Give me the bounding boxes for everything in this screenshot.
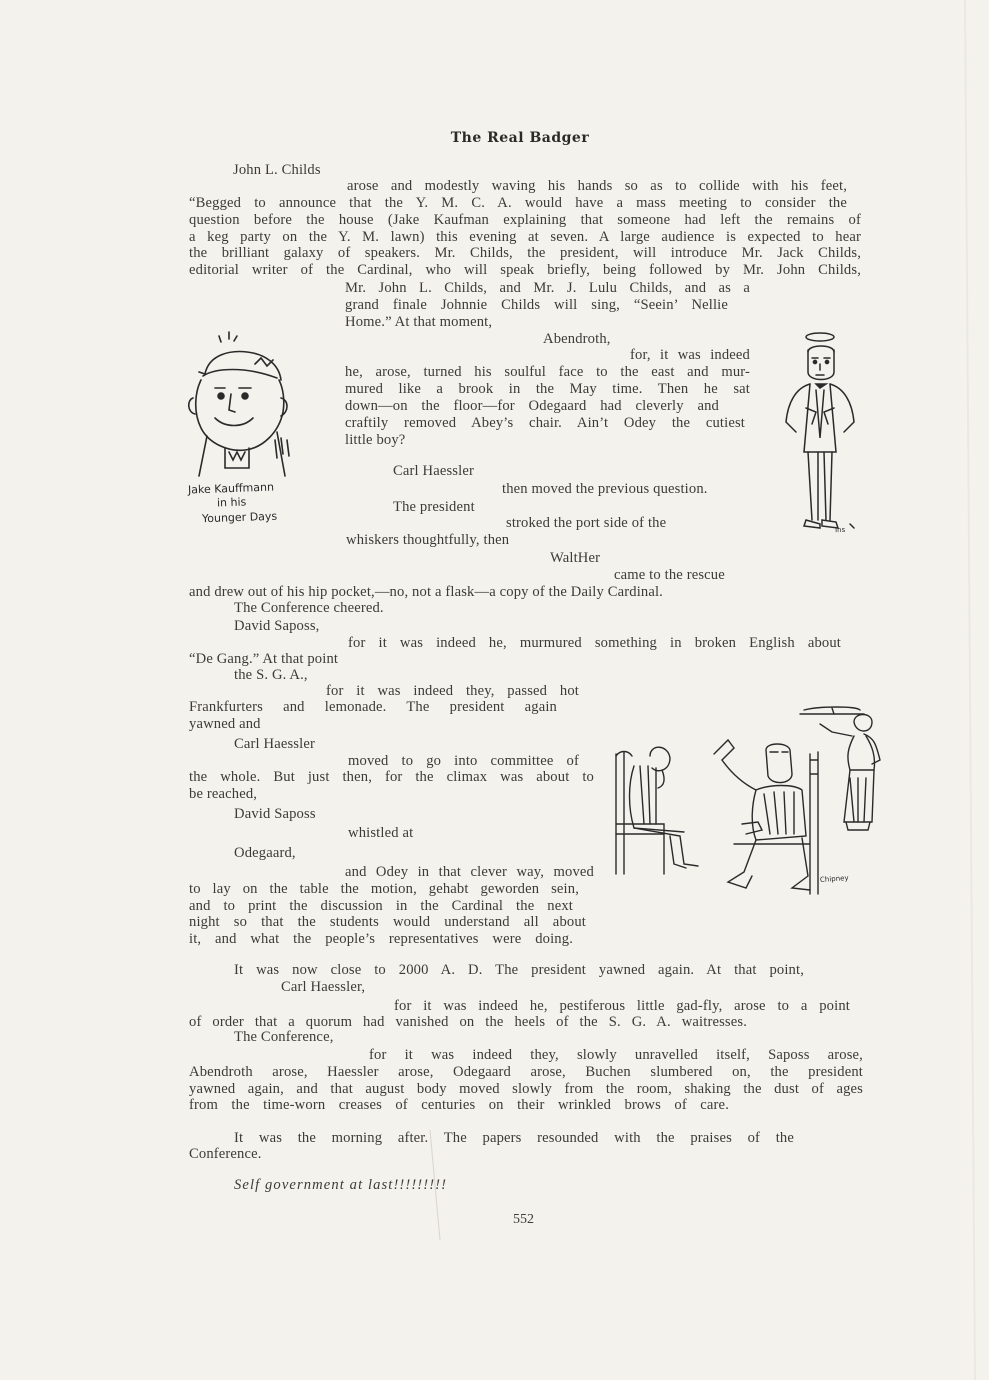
text-line: to lay on the table the motion, gehabt geworden sein,	[189, 881, 579, 897]
text-line: It was now close to 2000 A. D. The president yawned again. At that point,	[234, 962, 804, 978]
text-line: be reached,	[189, 786, 258, 802]
text-line: whistled at	[348, 825, 414, 841]
text-line: The Conference,	[234, 1029, 334, 1045]
text-line: of order that a quorum had vanished on the heels of the S. G. A. waitresses.	[189, 1014, 747, 1030]
text-line: The Conference cheered.	[234, 600, 384, 616]
text-line: down—on the floor—for Odegaard had cleverly and	[345, 398, 719, 414]
closing-line: Self government at last!!!!!!!!!	[234, 1177, 448, 1193]
text-line: yawned and	[189, 716, 261, 732]
text-line: it, and what the people’s representatives were doing.	[189, 931, 573, 947]
text-line: and Odey in that clever way, moved	[345, 864, 594, 880]
text-line: he, arose, turned his soulful face to the east and mur-	[345, 364, 750, 380]
text-line: for, it was indeed	[630, 347, 750, 363]
artist-signature: Chipney	[819, 874, 849, 884]
text-line: Conference.	[189, 1146, 262, 1162]
text-line: Abendroth,	[543, 331, 611, 347]
text-line: Frankfurters and lemonade. The president again	[189, 699, 557, 715]
text-line: for it was indeed he, murmured something in broken English about	[348, 635, 841, 651]
illustration-caption: Jake Kauffmann	[187, 480, 275, 497]
text-line: the brilliant galaxy of speakers. Mr. Childs, the president, will introduce Mr. Jack Childs,	[189, 245, 861, 261]
artist-signature: Ins	[834, 525, 846, 535]
text-line: little boy?	[345, 432, 406, 448]
text-line: question before the house (Jake Kaufman explaining that someone had left the remains of	[189, 212, 861, 228]
text-line: grand finale Johnnie Childs will sing, “Seein’ Nellie	[345, 297, 728, 313]
text-line: Carl Haessler	[234, 736, 315, 752]
text-line: moved to go into committee of	[348, 753, 579, 769]
text-line: It was the morning after. The papers resounded with the praises of the	[234, 1130, 794, 1146]
text-line: Mr. John L. Childs, and Mr. J. Lulu Childs, and as a	[345, 280, 750, 296]
text-line: Home.” At that moment,	[345, 314, 493, 330]
text-line: David Saposs	[234, 806, 316, 822]
text-line: arose and modestly waving his hands so as to collide with his feet,	[347, 178, 847, 194]
text-line: and to print the discussion in the Cardinal the next	[189, 898, 573, 914]
text-line: the S. G. A.,	[234, 667, 308, 683]
text-line: Abendroth arose, Haessler arose, Odegaard arose, Buchen slumbered on, the president	[189, 1064, 863, 1080]
text-line: craftily removed Abey’s chair. Ain’t Odey the cutiest	[345, 415, 745, 431]
text-line: and drew out of his hip pocket,—no, not a flask—a copy of the Daily Cardinal.	[189, 584, 663, 600]
text-line: John L. Childs	[233, 162, 321, 178]
illustration-caption: Younger Days	[201, 509, 278, 526]
text-line: WaltHer	[550, 550, 601, 566]
text-line: mured like a brook in the May time. Then he sat	[345, 381, 750, 397]
text-line: for it was indeed they, slowly unravelled itself, Saposs arose,	[369, 1047, 863, 1063]
page-number: 552	[513, 1212, 534, 1227]
text-line: Carl Haessler	[393, 463, 474, 479]
text-line: The president	[393, 499, 475, 515]
caricature-kauffmann-illustration	[185, 328, 295, 478]
text-line: night so that the students would understand all about	[189, 914, 586, 930]
text-line: editorial writer of the Cardinal, who will speak briefly, being followed by Mr. John Childs,	[189, 262, 861, 278]
illustration-caption: in his	[216, 495, 247, 510]
meeting-scene-illustration	[610, 704, 885, 900]
text-line: a keg party on the Y. M. lawn) this evening at seven. A large audience is expected to hear	[189, 229, 861, 245]
text-line: Carl Haessler,	[281, 979, 366, 995]
text-line: came to the rescue	[614, 567, 725, 583]
text-line: from the time-worn creases of centuries on their wrinkled brows of care.	[189, 1097, 729, 1113]
text-line: “Begged to announce that the Y. M. C. A. would have a mass meeting to consider the	[189, 195, 847, 211]
text-line: yawned again, and that august body moved slowly from the room, shaking the dust of ages	[189, 1081, 863, 1097]
text-line: whiskers thoughtfully, then	[346, 532, 510, 548]
text-line: David Saposs,	[234, 618, 320, 634]
text-line: “De Gang.” At that point	[189, 651, 339, 667]
haloed-figure-illustration	[776, 328, 866, 538]
text-line: the whole. But just then, for the climax was about to	[189, 769, 594, 785]
text-line: for it was indeed he, pestiferous little gad-fly, arose to a point	[394, 998, 850, 1014]
text-line: then moved the previous question.	[502, 481, 708, 497]
text-line: stroked the port side of the	[506, 515, 667, 531]
text-line: Odegaard,	[234, 845, 296, 861]
text-line: for it was indeed they, passed hot	[326, 683, 579, 699]
running-header: The Real Badger	[450, 130, 590, 146]
